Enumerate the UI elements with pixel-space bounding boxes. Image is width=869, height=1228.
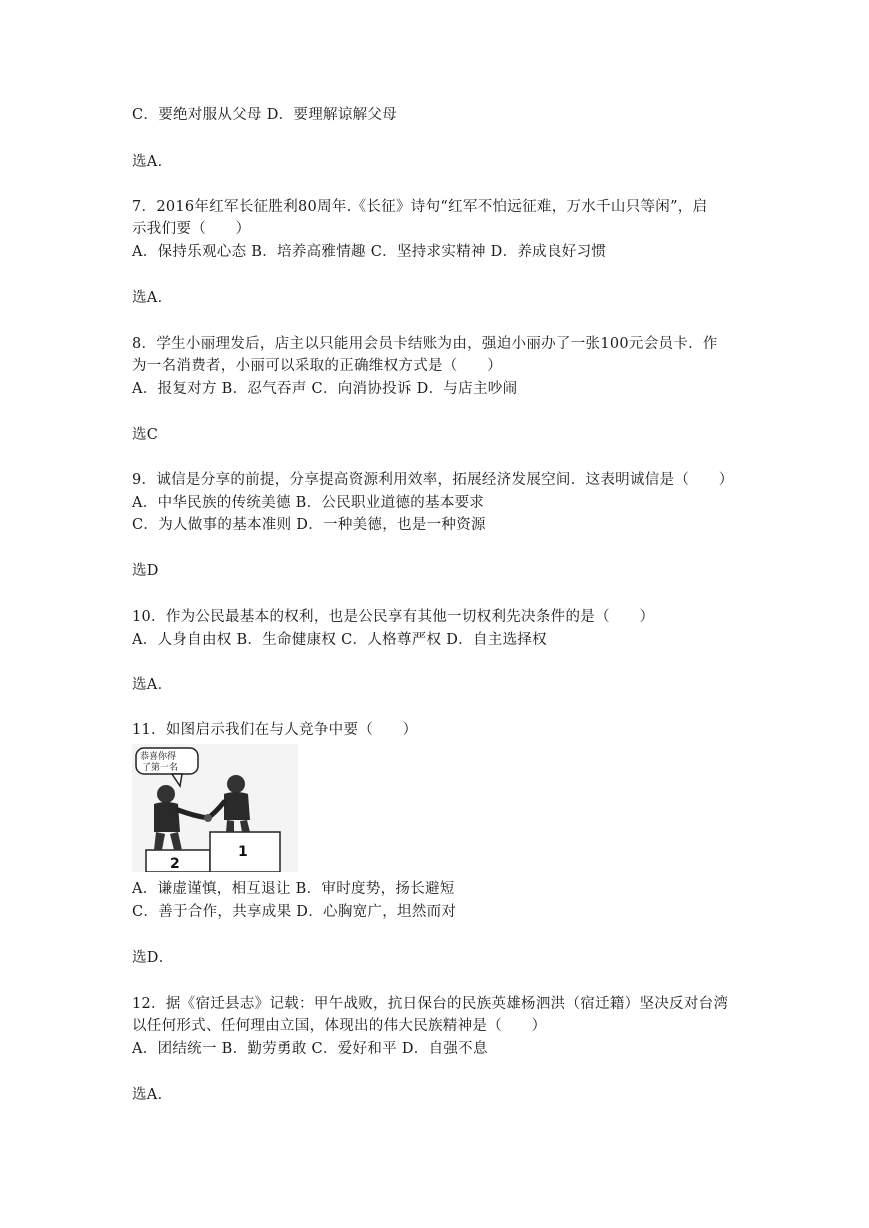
- q7-stem-line2: 示我们要（ ）: [132, 221, 251, 237]
- q10-options: A．人身自由权 B．生命健康权 C．人格尊严权 D．自主选择权: [132, 632, 547, 648]
- q12-stem-line2: 以任何形式、任何理由立国，体现出的伟大民族精神是（ ）: [132, 1018, 547, 1034]
- podium-second-label: 2: [170, 856, 180, 872]
- podium-first-label: 1: [238, 844, 248, 860]
- q12-answer: 选A．: [132, 1087, 173, 1103]
- q11-stem: 11．如图启示我们在与人竞争中要（ ）: [132, 722, 418, 738]
- q9-options-cd: C．为人做事的基本准则 D．一种美德，也是一种资源: [132, 517, 486, 533]
- q8-stem-line1: 8．学生小丽理发后，店主以只能用会员卡结账为由，强迫小丽办了一张100元会员卡．作: [132, 336, 718, 352]
- q11-cartoon-figure: [132, 744, 298, 872]
- q9-answer: 选D: [132, 563, 159, 579]
- q7-stem-line1: 7．2016年红军长征胜利80周年.《长征》诗句“红军不怕远征难，万水千山只等闲”，启: [132, 199, 708, 215]
- q9-stem: 9．诚信是分享的前提，分享提高资源利用效率，拓展经济发展空间．这表明诚信是（ ）: [132, 472, 734, 488]
- q12-options: A．团结统一 B．勤劳勇敢 C．爱好和平 D．自强不息: [132, 1041, 488, 1057]
- q8-options: A．报复对方 B．忍气吞声 C．向消协投诉 D．与店主吵闹: [132, 381, 518, 397]
- speech-bubble-text-1: 恭喜你得: [140, 752, 177, 762]
- q6-answer: 选A．: [132, 154, 173, 170]
- speech-bubble-text-2: 了第一名: [142, 763, 179, 773]
- q12-stem-line1: 12．据《宿迁县志》记载：甲午战败，抗日保台的民族英雄杨泗洪（宿迁籍）坚决反对台湾: [132, 996, 729, 1012]
- q8-stem-line2: 为一名消费者，小丽可以采取的正确维权方式是（ ）: [132, 358, 502, 374]
- q7-options: A．保持乐观心态 B．培养高雅情趣 C．坚持求实精神 D．养成良好习惯: [132, 244, 607, 260]
- q11-options-ab: A．谦虚谨慎，相互退让 B．审时度势，扬长避短: [132, 881, 455, 897]
- q6-options-cd: C．要绝对服从父母 D．要理解谅解父母: [132, 107, 398, 123]
- q11-options-cd: C．善于合作，共享成果 D．心胸宽广，坦然而对: [132, 904, 457, 920]
- q7-answer: 选A．: [132, 290, 173, 306]
- q11-answer: 选D．: [132, 950, 174, 966]
- q9-options-ab: A．中华民族的传统美德 B．公民职业道德的基本要求: [132, 495, 485, 511]
- q10-stem: 10．作为公民最基本的权利，也是公民享有其他一切权利先决条件的是（ ）: [132, 609, 655, 625]
- q8-answer: 选C: [132, 427, 159, 443]
- q10-answer: 选A．: [132, 677, 173, 693]
